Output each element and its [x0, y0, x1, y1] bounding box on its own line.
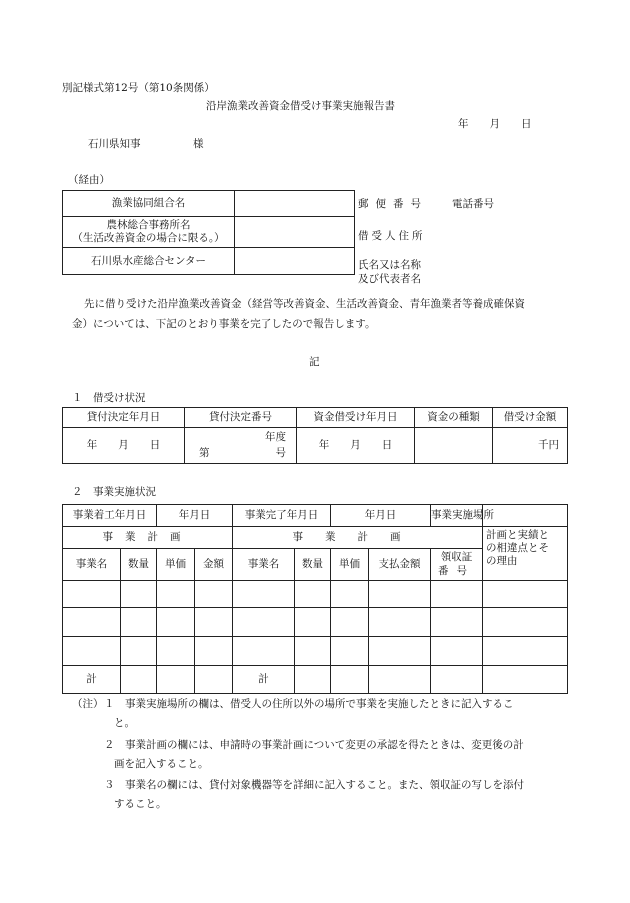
- go: 号: [275, 447, 286, 460]
- body-line-1: 先に借り受けた沿岸漁業改善資金（経営等改善資金、生活改善資金、青年漁業者等養成確保資: [84, 298, 525, 310]
- address-label: 借受人住所: [358, 230, 426, 242]
- page-title: 沿岸漁業改善資金借受け事業実施報告書: [206, 100, 395, 112]
- name-label-2: 及び代表者名: [358, 273, 421, 285]
- dai: 第: [199, 447, 210, 460]
- note-2a: ２ 事業計画の欄には、申請時の事業計画について変更の承認を得たときは、変更後の計: [104, 739, 524, 751]
- via-label: （経由）: [68, 174, 110, 186]
- form-id: 別記様式第12号（第10条関係）: [62, 82, 215, 94]
- plan-total: 計: [63, 666, 121, 694]
- table-row: [63, 608, 568, 637]
- via-table: [62, 190, 355, 275]
- plan-col-amount: 金額: [195, 549, 233, 581]
- nendo: 年度: [265, 431, 286, 443]
- result-total: 計: [233, 666, 295, 694]
- via-fisheries-center: 石川県水産総合センター: [63, 248, 235, 275]
- implementation-table: [62, 504, 568, 694]
- phone-label: 電話番号: [452, 198, 494, 210]
- name-label-1: 氏名又は名称: [358, 259, 421, 271]
- table-row: [63, 581, 568, 608]
- loan-number-cell: [185, 428, 297, 464]
- hdr-loan-date: 貸付決定年月日: [63, 408, 185, 428]
- result-col-price: 単価: [331, 549, 369, 581]
- loan-date-value: 年 月 日: [63, 428, 185, 464]
- hdr-loan-number: 貸付決定番号: [185, 408, 297, 428]
- table-row: [63, 637, 568, 666]
- note-1a: １ 事業実施場所の欄は、借受人の住所以外の場所で事業を実施したときに記入するこ: [104, 698, 514, 710]
- hdr-amount: 借受け金額: [493, 408, 568, 428]
- postal-label: 郵便番号: [358, 198, 428, 210]
- difference-label: 計画と実績と の相違点とそ の理由: [483, 527, 568, 581]
- plan-col-price: 単価: [157, 549, 195, 581]
- note-3b: すること。: [114, 798, 167, 810]
- amount-unit: 千円: [493, 428, 568, 464]
- start-label: 事業着工年月日: [63, 505, 157, 527]
- plan-col-name: 事業名: [63, 549, 121, 581]
- result-col-paid: 支払金額: [369, 549, 431, 581]
- start-ymd: 年月日: [157, 505, 233, 527]
- section2-heading: ２ 事業実施状況: [72, 486, 156, 498]
- ki: 記: [309, 356, 320, 368]
- notes-label: （注）: [72, 698, 104, 710]
- via-office: 農林総合事務所名 （生活改善資金の場合に限る。）: [63, 217, 235, 248]
- end-ymd: 年月日: [331, 505, 431, 527]
- hdr-borrow-date: 資金借受け年月日: [297, 408, 415, 428]
- plan-label: 事業計画: [63, 527, 233, 549]
- section1-heading: １ 借受け状況: [72, 392, 146, 404]
- addressee: 石川県知事 様: [88, 138, 204, 150]
- receipt-number-label: 領収証 番号: [431, 549, 483, 581]
- end-label: 事業完了年月日: [233, 505, 331, 527]
- borrow-date-value: 年 月 日: [297, 428, 415, 464]
- result-label: 事業計画: [233, 527, 483, 549]
- loan-table: [62, 407, 568, 464]
- via-fishery-coop: 漁業協同組合名: [63, 191, 235, 217]
- note-1b: と。: [114, 717, 135, 729]
- total-row: [63, 666, 568, 694]
- note-2b: 画を記入すること。: [114, 758, 209, 770]
- body-line-2: 金）については、下記のとおり事業を完了したので報告します。: [72, 318, 376, 330]
- result-col-name: 事業名: [233, 549, 295, 581]
- result-col-qty: 数量: [295, 549, 331, 581]
- date-line: 年 月 日: [458, 118, 532, 130]
- hdr-fund-type: 資金の種類: [415, 408, 493, 428]
- note-3a: ３ 事業名の欄には、貸付対象機器等を詳細に記入すること。また、領収証の写しを添付: [104, 779, 524, 791]
- place-label: 事業実施場所: [431, 505, 483, 527]
- plan-col-qty: 数量: [121, 549, 157, 581]
